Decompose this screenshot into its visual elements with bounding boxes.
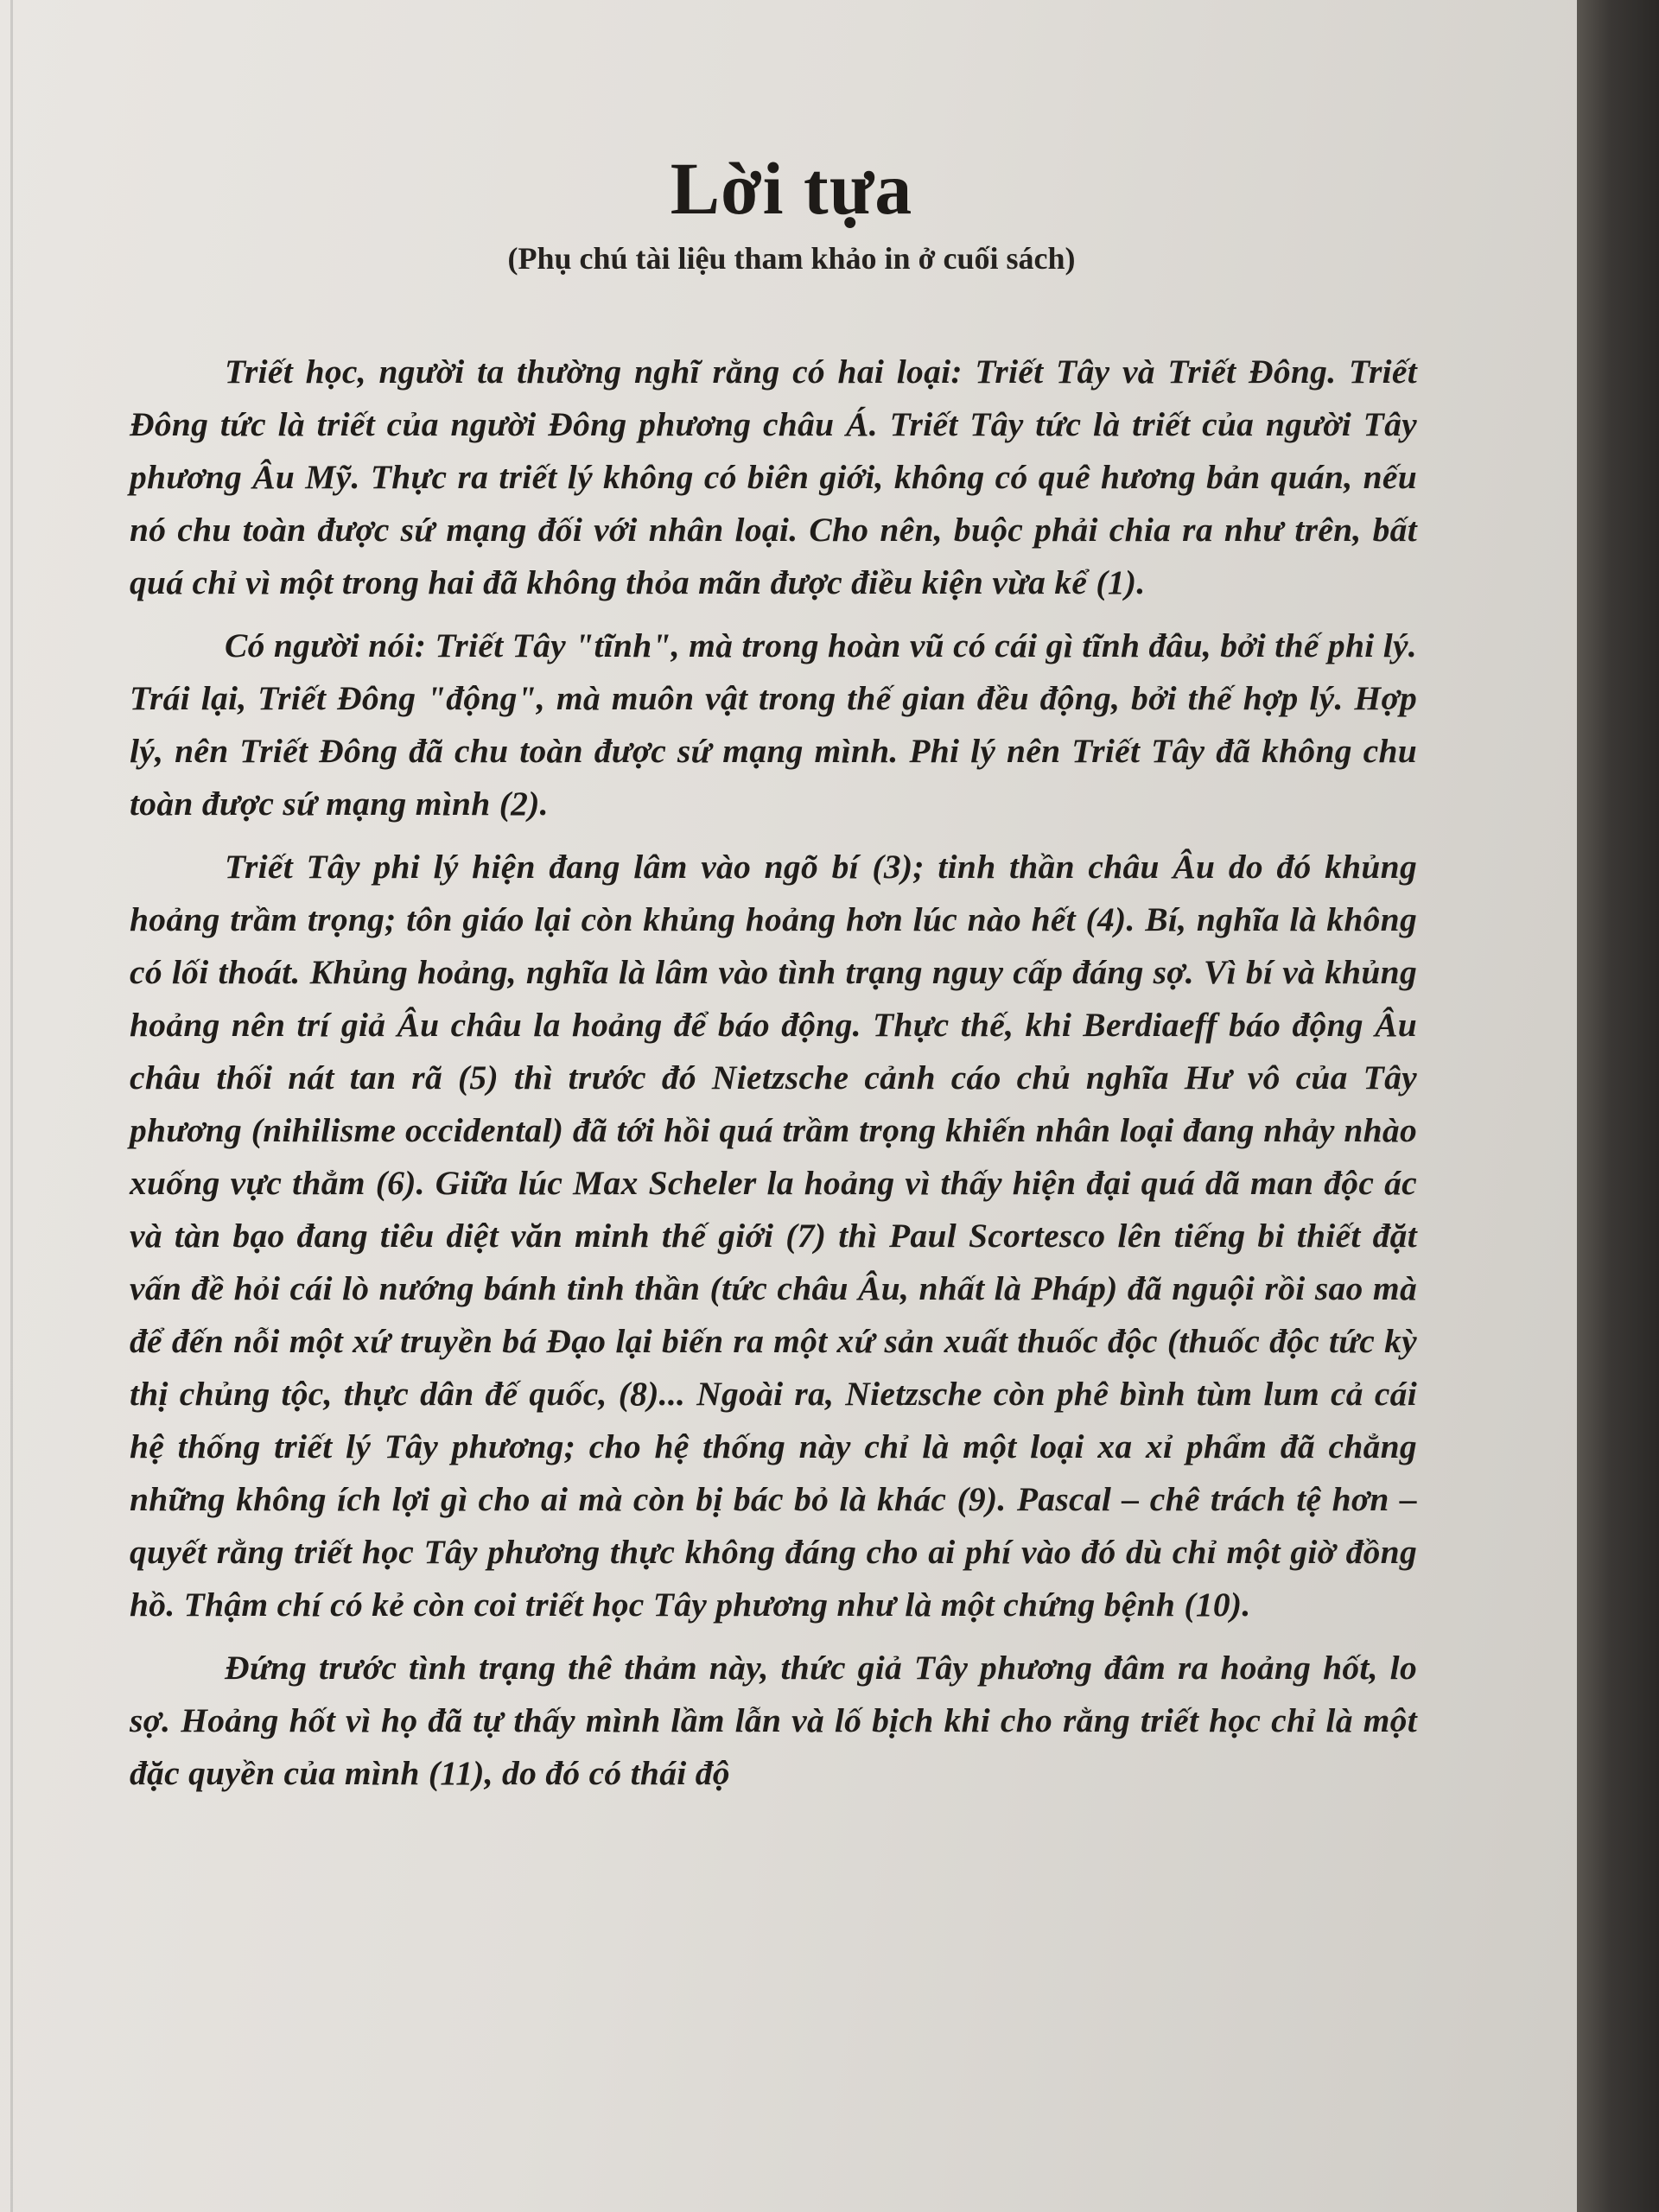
page-gutter (10, 0, 13, 2212)
page-subtitle: (Phụ chú tài liệu tham khảo in ở cuối sách) (507, 241, 1076, 276)
paragraph-4: Đứng trước tình trạng thê thảm này, thức giả Tây phương đâm ra hoảng hốt, lo sợ. Hoảng hốt vì họ đã tự thấy mình lầm lẫn và lố bịch khi cho rằng triết học chỉ là một đặc quyền của mình (11), do đó có thái độ (130, 1649, 1417, 1792)
paragraph-2: Có người nói: Triết Tây "tĩnh", mà trong hoàn vũ có cái gì tĩnh đâu, bởi thế phi lý. Trái lại, Triết Đông "động", mà muôn vật trong thế gian đều động, bởi thế hợp lý. Hợp lý, nên Triết Đông đã chu toàn được sứ mạng mình. Phi lý nên Triết Tây đã không chu toàn được sứ mạng mình (2). (130, 626, 1417, 823)
paragraph-3: Triết Tây phi lý hiện đang lâm vào ngõ bí (3); tinh thần châu Âu do đó khủng hoảng trầm trọng; tôn giáo lại còn khủng hoảng hơn lúc nào hết (4). Bí, nghĩa là không có lối thoát. Khủng hoảng, nghĩa là lâm vào tình trạng nguy cấp đáng sợ. Vì bí và khủng hoảng nên trí giả Âu châu la hoảng để báo động. Thực thế, khi Berdiaeff báo động Âu châu thối nát tan rã (5) thì trước đó Nietzsche cảnh cáo chủ nghĩa Hư vô của Tây phương (nihilisme occidental) đã tới hồi quá trầm trọng khiến nhân loại đang nhảy nhào xuống vực thẳm (6). Giữa lúc Max Scheler la hoảng vì thấy hiện đại quá dã man độc ác và tàn bạo đang tiêu diệt văn minh thế giới (7) thì Paul Scortesco lên tiếng bi thiết đặt vấn đề hỏi cái lò nướng bánh tinh thần (tức châu Âu, nhất là Pháp) đã nguội rồi sao mà để đến nỗi một xứ truyền bá Đạo lại biến ra một xứ sản xuất thuốc độc (thuốc độc tức kỳ thị chủng tộc, thực dân đế quốc, (8)... Ngoài ra, Nietzsche còn phê bình tùm lum cả cái hệ thống triết lý Tây phương; cho hệ thống này chỉ là một loại xa xỉ phẩm đã chẳng những không ích lợi gì cho ai mà còn bị bác bỏ là khác (9). Pascal – chê trách tệ hơn – quyết rằng triết học Tây phương thực không đáng cho ai phí vào đó dù chỉ một giờ đồng hồ. Thậm chí có kẻ còn coi triết học Tây phương như là một chứng bệnh (10). (130, 848, 1417, 1624)
book-edge (1577, 0, 1659, 2212)
paragraph-1: Triết học, người ta thường nghĩ rằng có hai loại: Triết Tây và Triết Đông. Triết Đông tức là triết của người Đông phương châu Á. Triết Tây tức là triết của người Tây phương Âu Mỹ. Thực ra triết lý không có biên giới, không có quê hương bản quán, nếu nó chu toàn được sứ mạng đối với nhân loại. Cho nên, buộc phải chia ra như trên, bất quá chỉ vì một trong hai đã không thỏa mãn được điều kiện vừa kể (1). (130, 353, 1417, 601)
page-title: Lời tựa (670, 147, 913, 230)
body-text (130, 346, 1417, 1810)
